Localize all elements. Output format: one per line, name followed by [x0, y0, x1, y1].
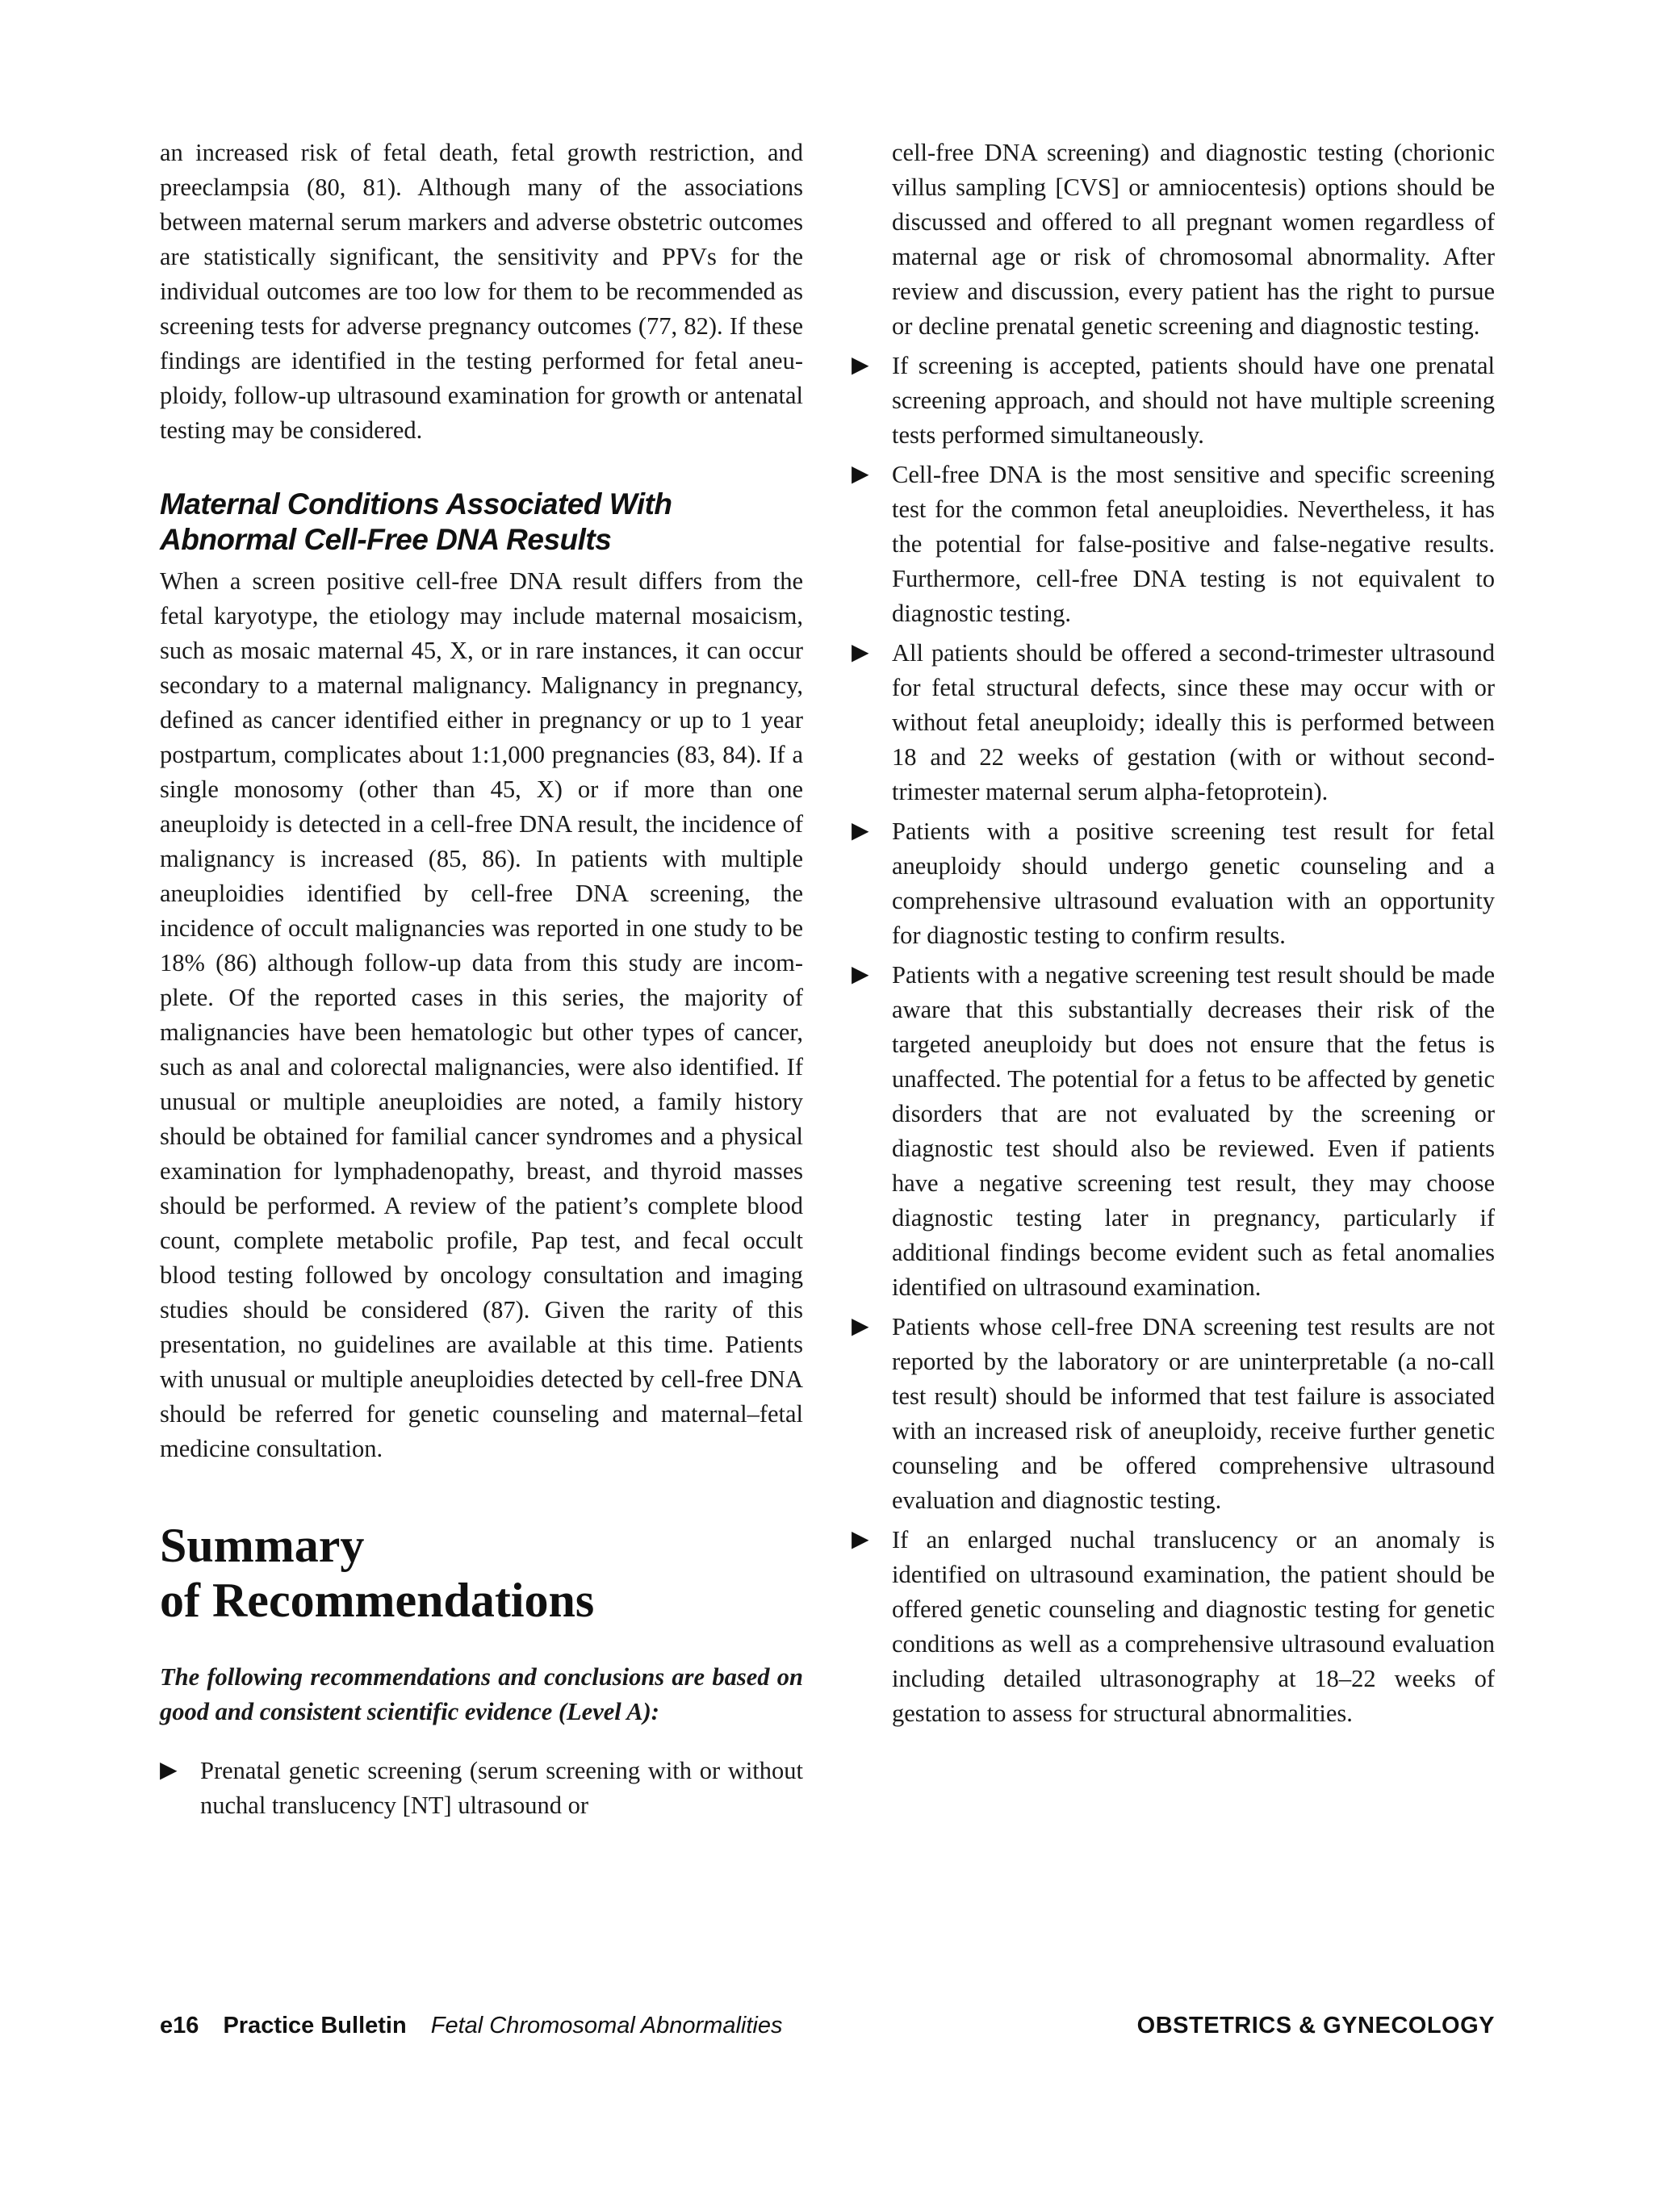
recommendation-item: [852, 349, 1495, 453]
recommendation-text: Cell-free DNA is the most sensitive and specific screening test for the common fetal aneuploidies. Nevertheless, it has the potential for false-positive and false-negative results. Furthermore, cell-free DNA testing is not equivalent to diagnostic testing.: [892, 461, 1495, 627]
recommendation-item-continued: [852, 136, 1495, 344]
recommendation-item: [852, 1310, 1495, 1518]
recommendation-item: [852, 458, 1495, 631]
recommendation-item: [852, 1523, 1495, 1731]
footer-article-title: Fetal Chromosomal Abnormalities: [430, 2013, 783, 2038]
recommendation-text: Patients with a negative screening test result should be made aware that this substantially decreases their risk of the targeted aneuploidy but does not ensure that the fetus is unaffected. The potential for a fetus to be affected by genetic disorders that are not evaluated by the screening or diagnostic test should also be reviewed. Even if patients have a negative screening test result, they may choose diagnostic testing later in pregnancy, particularly if additional findings become evident such as fetal anomalies identified on ultrasound examination.: [892, 961, 1495, 1301]
recommendation-text: If an enlarged nuchal translucency or an anomaly is identified on ultrasound examination, the patient should be offered genetic counseling and diagnostic testing for genetic conditions as well as a comprehensive ultrasound evaluation including detailed ultrasonography at 18–22 weeks of gestation to assess for structural abnormalities.: [892, 1526, 1495, 1727]
bullet-triangle-icon: ▶: [852, 1314, 869, 1339]
recommendation-list-left: [160, 1754, 803, 1823]
level-a-lead-statement: The following recommendations and conclusions are based on good and consistent scientific evidence (Level A):: [160, 1663, 803, 1725]
recommendation-list-right: [852, 136, 1495, 1731]
recommendation-text: Patients whose cell-free DNA screening test results are not reported by the laboratory or are uninterpretable (a no-call test result) should be informed that test failure is associated with an increased risk of aneuploidy, receive further genetic counseling and be offered comprehensive ultrasound evaluation and diagnostic testing.: [892, 1313, 1495, 1514]
recommendation-item: [160, 1754, 803, 1823]
recommendation-text: All patients should be offered a second-trimester ultrasound for fetal structural defects, since these may occur with or without fetal aneuploidy; ideally this is performed between 18 and 22 weeks of gestation (with or without second-trimester maternal serum alpha-fetoprotein).: [892, 639, 1495, 805]
page-number: e16: [160, 2013, 199, 2038]
maternal-conditions-paragraph: When a screen positive cell-free DNA result differs from the fetal karyotype, the etiology may include maternal mosaicism, such as mosaic maternal 45, X, or in rare instances, it can occur secondary to a maternal malignancy. Malignancy in pregnancy, defined as cancer identified either in pregnancy or up to 1 year postpartum, complicates about 1:1,000 pregnancies (83, 84). If a single monosomy (other than 45, X) or if more than one aneuploidy is detected in a cell-free DNA result, the incidence of malignancy is increased (85, 86). In patients with multiple aneuploidies identified by cell-free DNA screening, the incidence of occult malignancies was reported in one study to be 18% (86) although follow-up data from this study are incomplete. Of the reported cases in this series, the majority of malignancies have been hematologic but other types of cancer, such as anal and colorectal malignancies, were also identified. If unusual or multiple aneuploidies are noted, a family history should be obtained for familial cancer syndromes and a physical examination for lymphadenopathy, breast, and thyroid masses should be performed. A review of the patient’s complete blood count, complete metabolic profile, Pap test, and fecal occult blood testing followed by oncology consultation and imaging studies should be considered (87). Given the rarity of this presentation, no guidelines are available at this time. Patients with unusual or multiple aneuploidies detected by cell-free DNA should be referred for genetic counseling and maternal–fetal medicine consultation.: [160, 567, 803, 1462]
recommendation-item: [852, 958, 1495, 1305]
recommendation-text: cell-free DNA screening) and diagnostic testing (chorionic villus sampling [CVS] or amniocentesis) options should be discussed and offered to all pregnant women regardless of maternal age or risk of chromosomal abnormality. After review and discussion, every patient has the right to pursue or decline prenatal genetic screening and diagnostic testing.: [892, 139, 1495, 340]
section-title-line-1: Summary: [160, 1519, 365, 1572]
footer-series: Practice Bulletin: [223, 2013, 407, 2038]
recommendation-item: [852, 814, 1495, 953]
intro-paragraph: an increased risk of fetal death, fetal growth restriction, and preeclampsia (80, 81). Although many of the associations between maternal serum markers and adverse obstetric outcomes are statistically significant, the sensitivity and PPVs for the individual outcomes are too low for them to be recommended as screening tests for adverse pregnancy outcomes (77, 82). If these findings are identified in the testing performed for fetal aneuploidy, follow-up ultrasound examination for growth or antenatal testing may be considered.: [160, 139, 803, 444]
bullet-triangle-icon: ▶: [852, 640, 869, 665]
recommendation-text: Prenatal genetic screening (serum screening with or without nuchal translucency [NT] ultrasound or: [200, 1757, 803, 1819]
bullet-triangle-icon: ▶: [160, 1758, 178, 1783]
bullet-triangle-icon: ▶: [852, 462, 869, 487]
recommendation-text: If screening is accepted, patients should have one prenatal screening approach, and should not have multiple screening tests performed simultaneously.: [892, 352, 1495, 449]
recommendation-item: [852, 636, 1495, 809]
left-column: [160, 136, 803, 1828]
bullet-triangle-icon: ▶: [852, 962, 869, 987]
section-title-summary: [160, 1518, 803, 1628]
bullet-triangle-icon: ▶: [852, 353, 869, 378]
bullet-triangle-icon: ▶: [852, 1527, 869, 1552]
page-footer: [160, 2009, 1495, 2042]
bullet-triangle-icon: ▶: [852, 818, 869, 843]
subheading-maternal-conditions: Maternal Conditions Associated With Abnormal Cell-Free DNA Results: [160, 487, 672, 556]
footer-journal-name: OBSTETRICS & GYNECOLOGY: [1136, 2013, 1495, 2038]
right-column: [852, 136, 1495, 1736]
section-title-line-2: of Recommendations: [160, 1574, 595, 1627]
recommendation-text: Patients with a positive screening test result for fetal aneuploidy should undergo genetic counseling and a comprehensive ultrasound evaluation with an opportunity for diagnostic testing to confirm results.: [892, 817, 1495, 949]
